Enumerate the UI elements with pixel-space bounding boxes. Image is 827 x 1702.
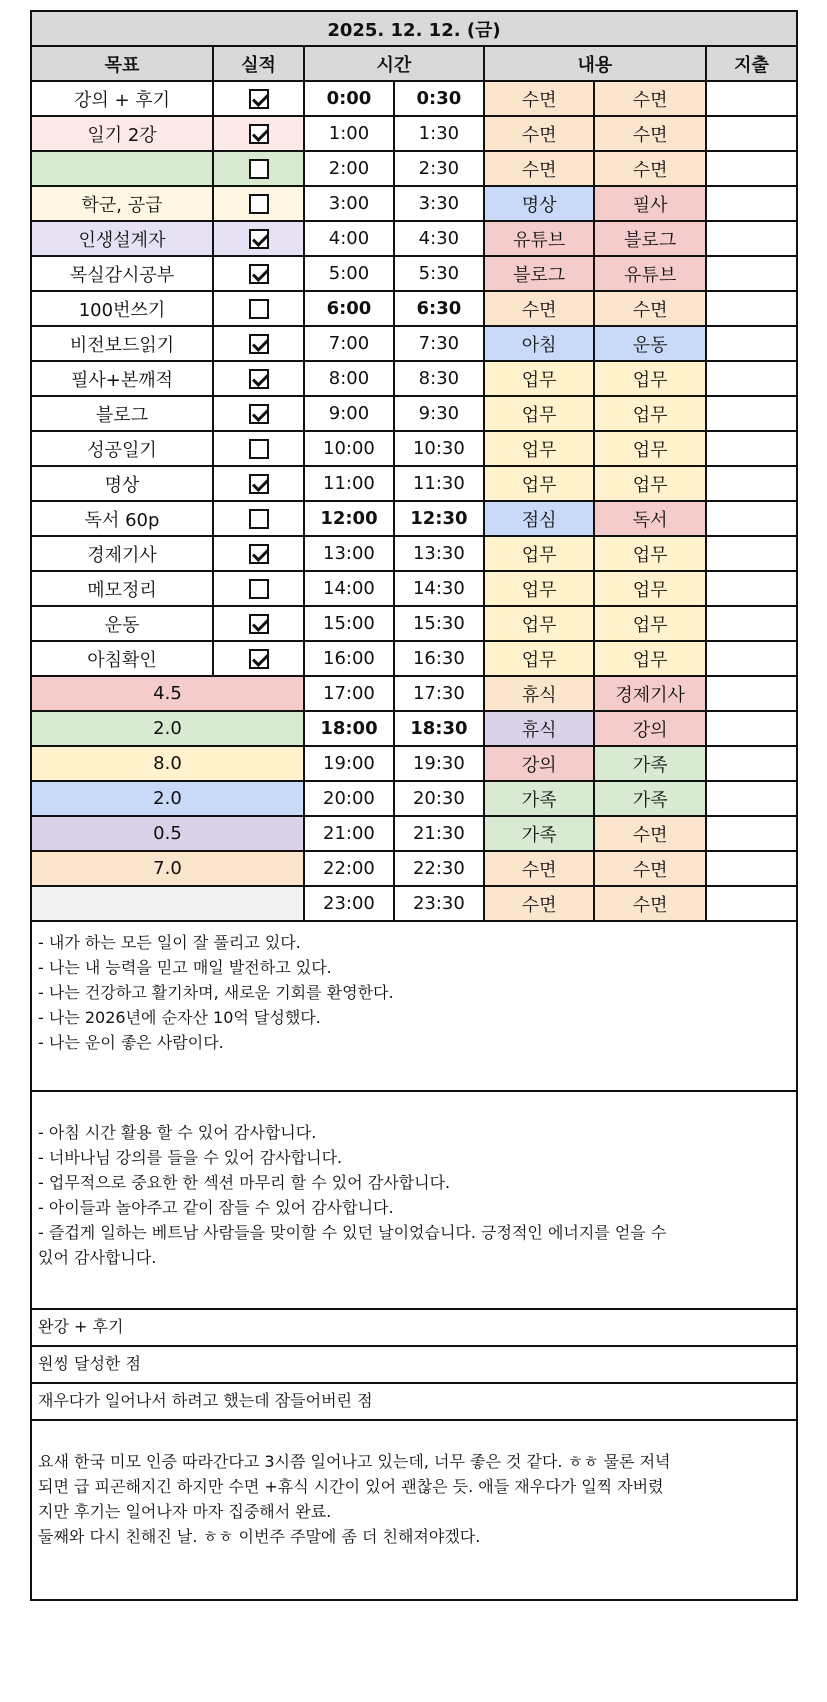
one-thing-line[interactable]: 원씽 달성한 점 [30,1347,798,1384]
activity-cell[interactable]: 강의 [594,711,706,746]
goal-cell[interactable]: 비전보드읽기 [31,326,213,361]
schedule-row [31,151,797,186]
goal-cell[interactable]: 필사+본깨적 [31,361,213,396]
time-half-cell: 16:30 [394,641,484,676]
affirmation-line: - 내가 하는 모든 일이 잘 풀리고 있다. [38,933,301,952]
gratitude-box[interactable] [30,1092,798,1310]
time-start-cell: 15:00 [304,606,394,641]
summary-row [31,851,797,886]
activity-cell[interactable]: 유튜브 [594,256,706,291]
result-cell[interactable] [213,606,304,641]
schedule-row [31,81,797,116]
goal-cell[interactable]: 100번쓰기 [31,291,213,326]
activity-cell[interactable]: 업무 [594,641,706,676]
expense-cell[interactable] [706,816,797,851]
expense-cell[interactable] [706,746,797,781]
result-cell[interactable] [213,431,304,466]
activity-cell[interactable]: 업무 [594,431,706,466]
expense-cell[interactable] [706,851,797,886]
time-start-cell: 13:00 [304,536,394,571]
schedule-row [31,361,797,396]
activity-cell[interactable]: 수면 [594,116,706,151]
goal-header: 목표 [31,46,213,81]
goal-cell[interactable]: 독서 60p [31,501,213,536]
gratitude-line: - 너바나님 강의를 들을 수 있어 감사합니다. [38,1148,343,1167]
time-start-cell: 9:00 [304,396,394,431]
time-half-cell: 11:30 [394,466,484,501]
time-half-cell: 0:30 [394,81,484,116]
content-header: 내용 [484,46,706,81]
planner-table [30,10,798,922]
notes-section [30,922,798,1601]
activity-cell[interactable]: 수면 [594,886,706,921]
time-half-cell: 23:30 [394,886,484,921]
activity-cell[interactable]: 가족 [594,781,706,816]
goal-cell[interactable] [31,151,213,186]
checked-checkbox[interactable] [249,264,269,284]
activity-cell[interactable]: 점심 [484,501,595,536]
summary-row [31,781,797,816]
time-half-cell: 17:30 [394,676,484,711]
result-cell[interactable] [213,501,304,536]
unchecked-checkbox[interactable] [249,509,269,529]
activity-cell[interactable]: 수면 [484,851,595,886]
time-half-cell: 4:30 [394,221,484,256]
activity-cell[interactable]: 강의 [484,746,595,781]
expense-cell[interactable] [706,186,797,221]
activity-cell[interactable]: 수면 [484,151,595,186]
activity-cell[interactable]: 수면 [594,291,706,326]
checked-checkbox[interactable] [249,404,269,424]
affirmation-line: - 나는 운이 좋은 사람이다. [38,1033,224,1052]
result-cell[interactable] [213,641,304,676]
time-start-cell: 23:00 [304,886,394,921]
summary-row [31,746,797,781]
time-start-cell: 10:00 [304,431,394,466]
time-start-cell: 12:00 [304,501,394,536]
result-cell[interactable] [213,466,304,501]
expense-header: 지출 [706,46,797,81]
affirmations-box[interactable] [30,922,798,1092]
time-start-cell: 7:00 [304,326,394,361]
time-half-cell: 22:30 [394,851,484,886]
activity-cell[interactable]: 블로그 [594,221,706,256]
expense-cell[interactable] [706,501,797,536]
time-half-cell: 3:30 [394,186,484,221]
activity-cell[interactable]: 휴식 [484,711,595,746]
time-start-cell: 16:00 [304,641,394,676]
activity-cell[interactable]: 경제기사 [594,676,706,711]
activity-cell[interactable]: 업무 [594,361,706,396]
expense-cell[interactable] [706,676,797,711]
checked-checkbox[interactable] [249,369,269,389]
activity-cell[interactable]: 업무 [594,396,706,431]
planner-sheet [30,10,798,1601]
goal-cell[interactable]: 인생설계자 [31,221,213,256]
journal-box[interactable] [30,1421,798,1601]
time-header: 시간 [304,46,484,81]
schedule-row [31,571,797,606]
time-half-cell: 7:30 [394,326,484,361]
activity-cell[interactable]: 명상 [484,186,595,221]
unchecked-checkbox[interactable] [249,579,269,599]
time-start-cell: 21:00 [304,816,394,851]
summary-row [31,816,797,851]
summary-value-cell[interactable]: 0.5 [31,816,304,851]
activity-cell[interactable]: 운동 [594,326,706,361]
schedule-row [31,396,797,431]
time-half-cell: 6:30 [394,291,484,326]
activity-cell[interactable]: 업무 [484,361,595,396]
expense-cell[interactable] [706,221,797,256]
schedule-row [31,466,797,501]
journal-line: 요새 한국 미모 인증 따라간다고 3시쯤 일어나고 있는데, 너무 좋은 것 같다. ㅎㅎ 물론 저녁 [38,1452,671,1471]
unchecked-checkbox[interactable] [249,439,269,459]
gratitude-line: - 아침 시간 활용 할 수 있어 감사합니다. [38,1123,317,1142]
expense-cell[interactable] [706,81,797,116]
activity-cell[interactable]: 업무 [594,571,706,606]
schedule-row [31,536,797,571]
gratitude-line: - 즐겁게 일하는 베트남 사람들을 맞이할 수 있던 날이었습니다. 긍정적인 에너지를 얻을 수 [38,1223,667,1242]
summary-row [31,676,797,711]
activity-cell[interactable]: 수면 [594,151,706,186]
time-half-cell: 8:30 [394,361,484,396]
activity-cell[interactable]: 수면 [484,116,595,151]
goal-cell[interactable]: 운동 [31,606,213,641]
activity-cell[interactable]: 수면 [484,291,595,326]
time-start-cell: 1:00 [304,116,394,151]
time-start-cell: 3:00 [304,186,394,221]
time-half-cell: 14:30 [394,571,484,606]
time-start-cell: 2:00 [304,151,394,186]
time-half-cell: 9:30 [394,396,484,431]
schedule-row [31,256,797,291]
goal-cell[interactable]: 아침확인 [31,641,213,676]
schedule-row [31,291,797,326]
activity-cell[interactable]: 업무 [594,536,706,571]
time-start-cell: 19:00 [304,746,394,781]
summary-value-cell[interactable] [31,886,304,921]
activity-cell[interactable]: 아침 [484,326,595,361]
expense-cell[interactable] [706,536,797,571]
expense-cell[interactable] [706,151,797,186]
result-cell[interactable] [213,151,304,186]
expense-cell[interactable] [706,781,797,816]
goal-cell[interactable]: 명상 [31,466,213,501]
result-cell[interactable] [213,361,304,396]
expense-cell[interactable] [706,256,797,291]
time-half-cell: 15:30 [394,606,484,641]
summary-value-cell[interactable]: 2.0 [31,781,304,816]
affirmation-line: - 나는 건강하고 활기차며, 새로운 기회를 환영한다. [38,983,394,1002]
time-start-cell: 14:00 [304,571,394,606]
activity-cell[interactable]: 휴식 [484,676,595,711]
summary-row [31,711,797,746]
goal-cell[interactable]: 강의 + 후기 [31,81,213,116]
checked-checkbox[interactable] [249,649,269,669]
result-cell[interactable] [213,221,304,256]
gratitude-line: 있어 감사합니다. [38,1248,157,1267]
time-half-cell: 5:30 [394,256,484,291]
result-cell[interactable] [213,291,304,326]
activity-cell[interactable]: 업무 [484,641,595,676]
summary-value-cell[interactable]: 2.0 [31,711,304,746]
result-cell[interactable] [213,256,304,291]
checked-checkbox[interactable] [249,89,269,109]
unchecked-checkbox[interactable] [249,299,269,319]
expense-cell[interactable] [706,641,797,676]
expense-cell[interactable] [706,361,797,396]
activity-cell[interactable]: 블로그 [484,256,595,291]
activity-cell[interactable]: 유튜브 [484,221,595,256]
activity-cell[interactable]: 업무 [484,431,595,466]
activity-cell[interactable]: 업무 [484,606,595,641]
result-cell[interactable] [213,326,304,361]
expense-cell[interactable] [706,571,797,606]
gratitude-line: - 업무적으로 중요한 한 섹션 마무리 할 수 있어 감사합니다. [38,1173,451,1192]
expense-cell[interactable] [706,886,797,921]
time-start-cell: 17:00 [304,676,394,711]
expense-cell[interactable] [706,116,797,151]
journal-line: 되면 급 피곤해지긴 하지만 수면 +휴식 시간이 있어 괜찮은 듯. 애들 재우다가 일찍 자버렸 [38,1477,664,1496]
time-start-cell: 18:00 [304,711,394,746]
result-cell[interactable] [213,396,304,431]
expense-cell[interactable] [706,466,797,501]
result-cell[interactable] [213,536,304,571]
expense-cell[interactable] [706,711,797,746]
time-half-cell: 21:30 [394,816,484,851]
checked-checkbox[interactable] [249,544,269,564]
journal-line: 둘째와 다시 친해진 날. ㅎㅎ 이번주 주말에 좀 더 친해져야겠다. [38,1527,481,1546]
goal-cell[interactable]: 블로그 [31,396,213,431]
result-cell[interactable] [213,571,304,606]
result-cell[interactable] [213,186,304,221]
time-start-cell: 0:00 [304,81,394,116]
unchecked-checkbox[interactable] [249,159,269,179]
expense-cell[interactable] [706,396,797,431]
goal-cell[interactable]: 성공일기 [31,431,213,466]
goal-cell[interactable]: 메모정리 [31,571,213,606]
journal-line: 지만 후기는 일어나자 마자 집중해서 완료. [38,1502,332,1521]
goal-cell[interactable]: 경제기사 [31,536,213,571]
achievement-line[interactable]: 완강 + 후기 [30,1310,798,1347]
schedule-row [31,186,797,221]
time-half-cell: 18:30 [394,711,484,746]
date-title: 2025. 12. 12. (금) [31,11,797,46]
time-start-cell: 11:00 [304,466,394,501]
time-start-cell: 20:00 [304,781,394,816]
activity-cell[interactable]: 가족 [594,746,706,781]
checked-checkbox[interactable] [249,334,269,354]
time-half-cell: 10:30 [394,431,484,466]
time-half-cell: 19:30 [394,746,484,781]
schedule-row [31,641,797,676]
summary-value-cell[interactable]: 4.5 [31,676,304,711]
checked-checkbox[interactable] [249,614,269,634]
goal-cell[interactable]: 목실감시공부 [31,256,213,291]
time-half-cell: 20:30 [394,781,484,816]
checked-checkbox[interactable] [249,229,269,249]
expense-cell[interactable] [706,606,797,641]
activity-cell[interactable]: 필사 [594,186,706,221]
activity-cell[interactable]: 업무 [484,466,595,501]
regret-line[interactable]: 재우다가 일어나서 하려고 했는데 잠들어버린 점 [30,1384,798,1421]
time-start-cell: 8:00 [304,361,394,396]
activity-cell[interactable]: 수면 [484,81,595,116]
activity-cell[interactable]: 수면 [594,851,706,886]
summary-value-cell[interactable]: 7.0 [31,851,304,886]
schedule-row [31,501,797,536]
activity-cell[interactable]: 가족 [484,781,595,816]
schedule-row [31,116,797,151]
schedule-row [31,606,797,641]
time-half-cell: 12:30 [394,501,484,536]
activity-cell[interactable]: 수면 [594,816,706,851]
gratitude-line: - 아이들과 놀아주고 같이 잠들 수 있어 감사합니다. [38,1198,394,1217]
activity-cell[interactable]: 독서 [594,501,706,536]
schedule-row [31,326,797,361]
time-half-cell: 13:30 [394,536,484,571]
activity-cell[interactable]: 업무 [594,606,706,641]
result-header: 실적 [213,46,304,81]
goal-cell[interactable]: 일기 2강 [31,116,213,151]
time-half-cell: 1:30 [394,116,484,151]
activity-cell[interactable]: 수면 [594,81,706,116]
time-start-cell: 22:00 [304,851,394,886]
time-half-cell: 2:30 [394,151,484,186]
schedule-row [31,431,797,466]
unchecked-checkbox[interactable] [249,194,269,214]
result-cell[interactable] [213,116,304,151]
checked-checkbox[interactable] [249,124,269,144]
activity-cell[interactable]: 가족 [484,816,595,851]
expense-cell[interactable] [706,431,797,466]
summary-row [31,886,797,921]
goal-cell[interactable]: 학군, 공급 [31,186,213,221]
checked-checkbox[interactable] [249,474,269,494]
affirmation-line: - 나는 내 능력을 믿고 매일 발전하고 있다. [38,958,332,977]
activity-cell[interactable]: 업무 [594,466,706,501]
affirmation-line: - 나는 2026년에 순자산 10억 달성했다. [38,1008,321,1027]
time-start-cell: 5:00 [304,256,394,291]
schedule-row [31,221,797,256]
activity-cell[interactable]: 수면 [484,886,595,921]
activity-cell[interactable]: 업무 [484,396,595,431]
expense-cell[interactable] [706,291,797,326]
result-cell[interactable] [213,81,304,116]
activity-cell[interactable]: 업무 [484,571,595,606]
time-start-cell: 4:00 [304,221,394,256]
summary-value-cell[interactable]: 8.0 [31,746,304,781]
expense-cell[interactable] [706,326,797,361]
activity-cell[interactable]: 업무 [484,536,595,571]
time-start-cell: 6:00 [304,291,394,326]
